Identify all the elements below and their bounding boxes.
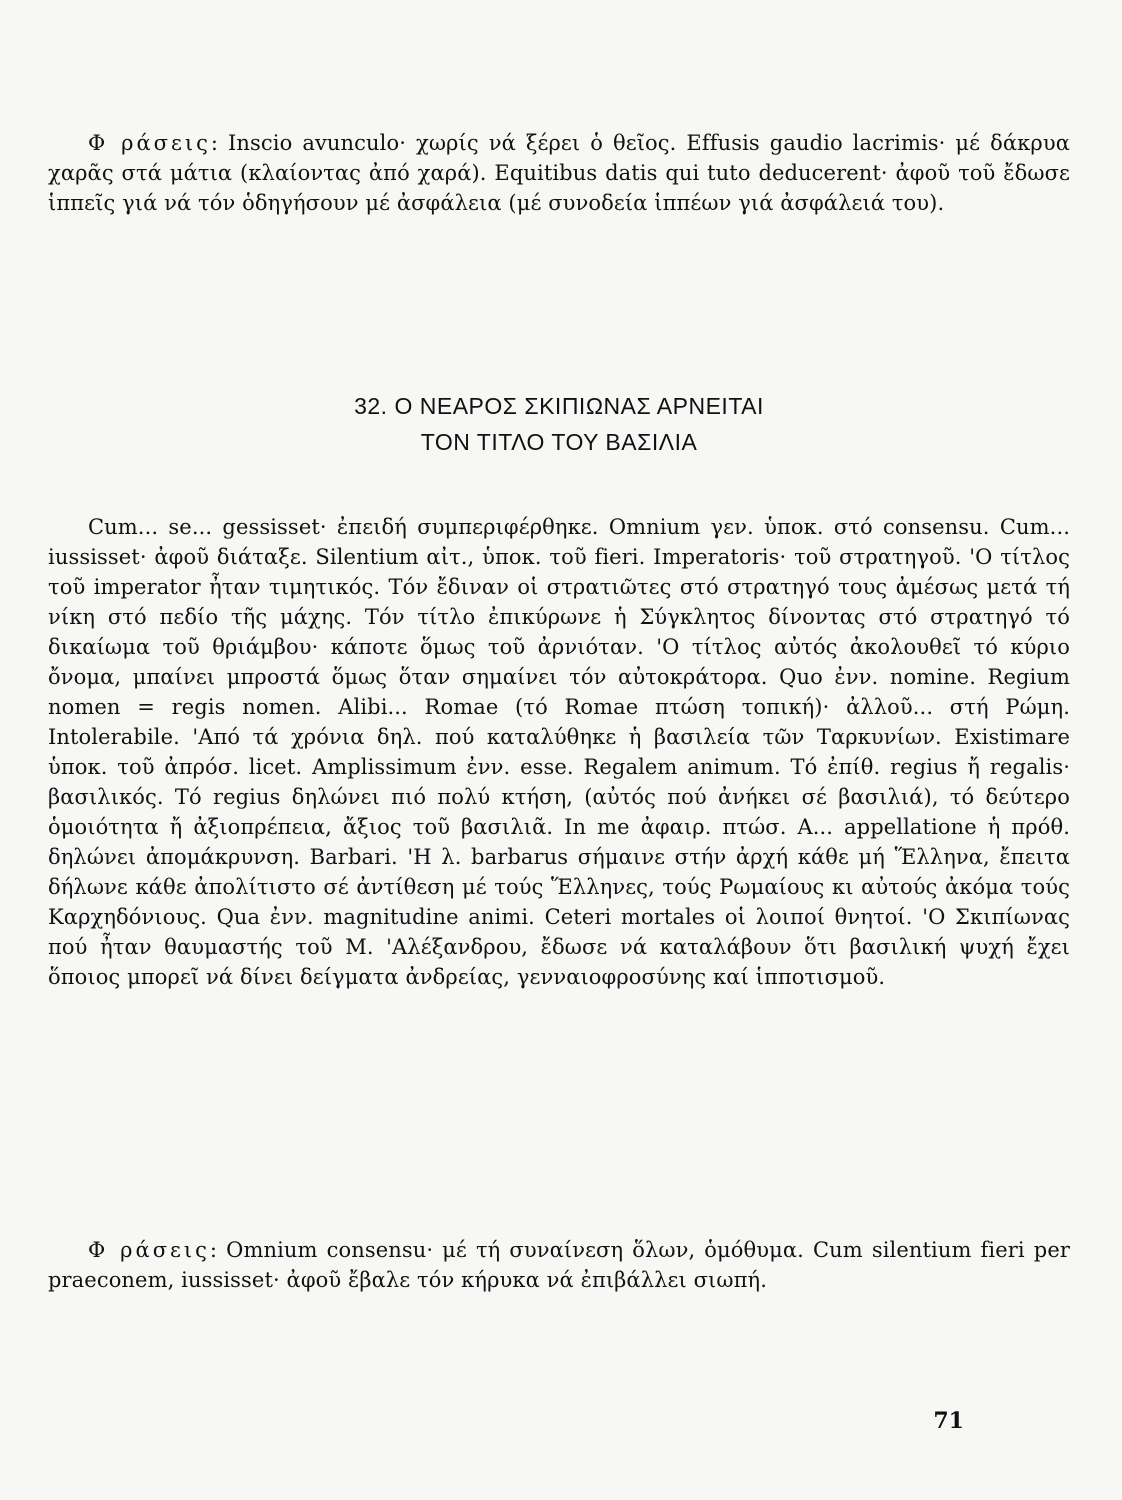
page-number: 71 bbox=[933, 1408, 964, 1434]
phrases-text: : Omnium consensu· μέ τή συναίνεση ὅλων, ὁμόθυμα. Cum silentium fieri per praeconem, iussisset· ἀφοῦ ἔβαλε τόν κήρυκα νά ἐπιβάλλει σιωπή. bbox=[48, 1238, 1070, 1292]
heading-line-2: ΤΟΝ ΤΙΤΛΟ ΤΟΥ ΒΑΣΙΛΙΑ bbox=[420, 429, 698, 455]
phrases-paragraph bbox=[48, 128, 1070, 218]
commentary-paragraph: Cum... se... gessisset· ἐπειδή συμπεριφέρθηκε. Omnium γεν. ὑποκ. στό consensu. Cum... iussisset· ἀφοῦ διάταξε. Silentium αἰτ., ὑποκ. τοῦ fieri. Imperatoris· τοῦ στρατηγοῦ. 'Ο τίτλος τοῦ imperator ἦταν τιμητικός. Τόν ἔδιναν οἱ στρατιῶτες στό στρατηγό τους ἀμέσως μετά τή νίκη στό πεδίο τῆς μάχης. Τόν τίτλο ἐπικύρωνε ἡ Σύγκλητος δίνοντας στό στρατηγό τό δικαίωμα τοῦ θριάμβου· κάποτε ὅμως τοῦ ἀρνιόταν. 'Ο τίτλος αὐτός ἀκολουθεῖ τό κύριο ὄνομα, μπαίνει μπροστά ὅμως ὅταν σημαίνει τόν αὐτοκράτορα. Quo ἐνν. nomine. Regium nomen = regis nomen. Alibi... Romae (τό Romae πτώση τοπική)· ἀλλοῦ... στή Ρώμη. Intolerabile. 'Από τά χρόνια δηλ. πού καταλύθηκε ἡ βασιλεία τῶν Ταρκυνίων. Existimare ὑποκ. τοῦ ἀπρόσ. licet. Amplissimum ἐνν. esse. Regalem animum. Τό ἐπίθ. regius ἤ regalis· βασιλικός. Τό regius δηλώνει πιό πολύ κτήση, (αὐτός πού ἀνήκει σέ βασιλιά), τό δεύτερο ὁμοιότητα ἤ ἀξιοπρέπεια, ἄξιος τοῦ βασιλιᾶ. In me ἀφαιρ. πτώσ. A... appellatione ἡ πρόθ. δηλώνει ἀπομάκρυνση. Barbari. 'Η λ. barbarus σήμαινε στήν ἀρχή κάθε μή Ἕλληνα, ἔπειτα δήλωνε κάθε ἀπολίτιστο σέ ἀντίθεση μέ τούς Ἕλληνες, τούς Ρωμαίους κι αὐτούς ἀκόμα τούς Καρχηδόνιους. Qua ἐνν. magnitudine animi. Ceteri mortales οἱ λοιποί θνητοί. 'Ο Σκιπίωνας πού ἦταν θαυμαστής τοῦ Μ. 'Αλέξανδρου, ἔδωσε νά καταλάβουν ὅτι βασιλική ψυχή ἔχει ὅποιος μπορεῖ νά δίνει δείγματα ἀνδρείας, γενναιοφροσύνης καί ἱπποτισμοῦ. bbox=[48, 515, 1070, 989]
section-heading bbox=[48, 388, 1070, 460]
phrases-section-top bbox=[48, 128, 1070, 218]
commentary-section bbox=[48, 512, 1070, 992]
phrases-label: Φ ράσεις bbox=[88, 1238, 210, 1262]
phrases-section-bottom bbox=[48, 1235, 1070, 1295]
phrases-text: : Inscio avunculo· χωρίς νά ξέρει ὁ θεῖος. Effusis gaudio lacrimis· μέ δάκρυα χαρᾶς στά μάτια (κλαίοντας ἀπό χαρά). Equitibus datis qui tuto deducerent· ἀφοῦ τοῦ ἔδωσε ἱππεῖς γιά νά τόν ὁδηγήσουν μέ ἀσφάλεια (μέ συνοδεία ἱππέων γιά ἀσφάλειά του). bbox=[48, 131, 1070, 215]
phrases-label: Φ ράσεις bbox=[88, 131, 211, 155]
phrases-paragraph bbox=[48, 1235, 1070, 1295]
heading-line-1: 32. Ο ΝΕΑΡΟΣ ΣΚΙΠΙΩΝΑΣ ΑΡΝΕΙΤΑΙ bbox=[354, 393, 764, 419]
